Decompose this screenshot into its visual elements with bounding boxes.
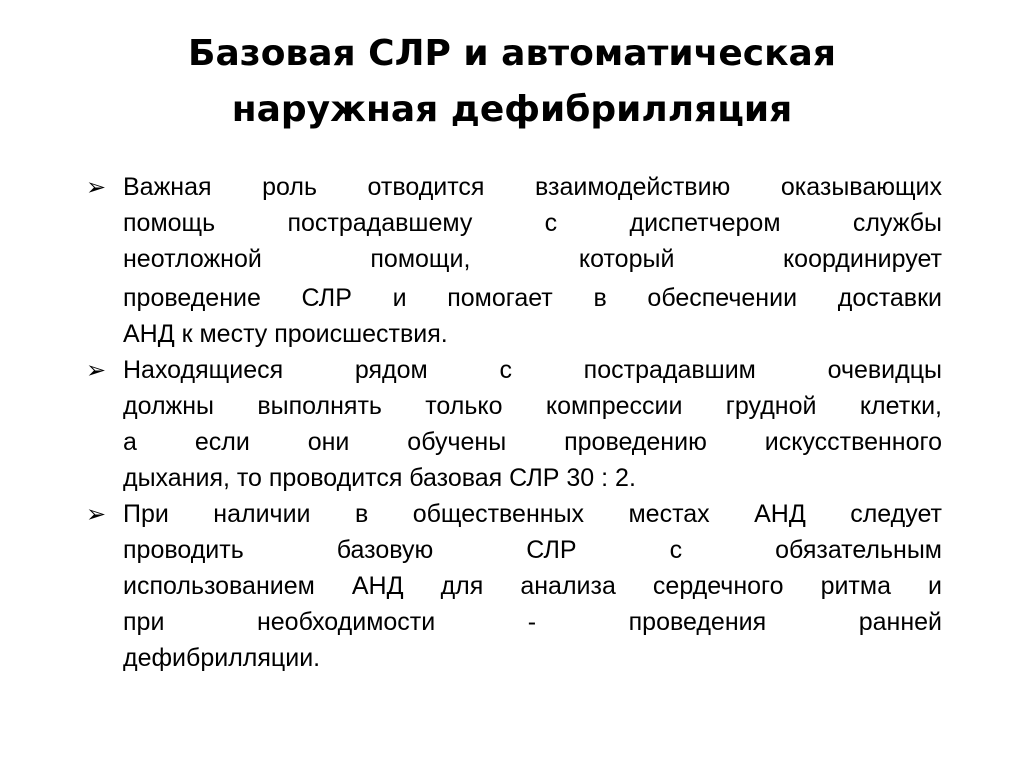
text-line: Находящиеся рядом с пострадавшим очевидцы (123, 356, 942, 384)
text-line: должны выполнять только компрессии грудной клетки, (123, 392, 942, 420)
text-line: При наличии в общественных местах АНД следует (123, 500, 942, 528)
bullet-item-1 (86, 169, 942, 352)
text-line: дыхания, то проводится базовая СЛР 30 : 2. (123, 464, 636, 492)
arrow-bullet-icon: ➢ (86, 356, 107, 384)
bullet-text (123, 169, 942, 352)
bullet-text (123, 352, 942, 496)
text-line: проводить базовую СЛР с обязательным (123, 536, 942, 564)
text-line: проведение СЛР и помогает в обеспечении доставки (123, 284, 942, 312)
text-line: неотложной помощи, который координирует (123, 245, 942, 273)
text-line: а если они обучены проведению искусственного (123, 428, 942, 456)
arrow-bullet-icon: ➢ (86, 173, 107, 201)
title-line: Базовая СЛР и автоматическая (188, 33, 836, 75)
bullet-item-2 (86, 352, 942, 496)
bullet-item-3 (86, 496, 942, 676)
text-line: Важная роль отводится взаимодействию оказывающих (123, 173, 942, 201)
text-line: при необходимости - проведения ранней (123, 608, 942, 636)
text-line: АНД к месту происшествия. (123, 320, 448, 348)
text-line: использованием АНД для анализа сердечного ритма и (123, 572, 942, 600)
text-line: дефибрилляции. (123, 644, 321, 672)
text-line: помощь пострадавшему с диспетчером службы (123, 209, 942, 237)
slide-title (60, 26, 964, 138)
bullet-text (123, 496, 942, 676)
arrow-bullet-icon: ➢ (86, 500, 107, 528)
title-line: наружная дефибрилляция (231, 89, 793, 131)
bullet-list (86, 169, 942, 676)
